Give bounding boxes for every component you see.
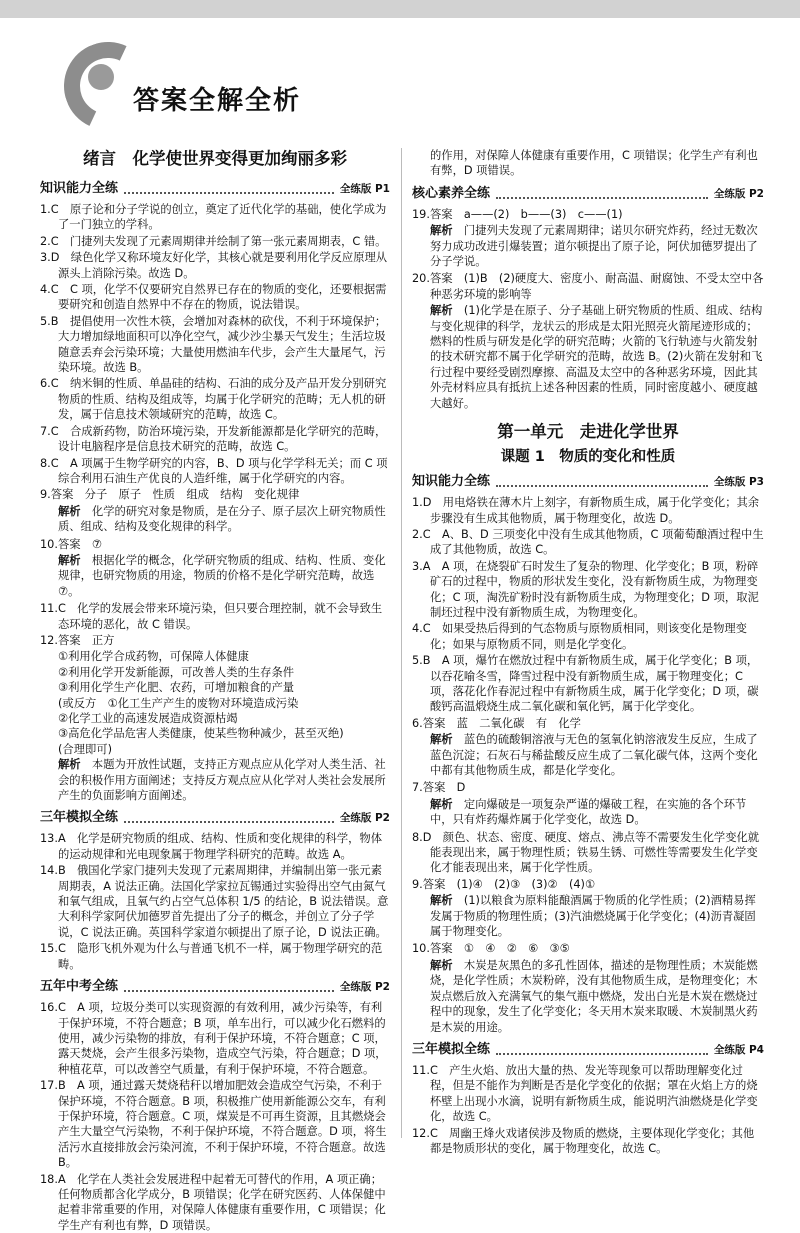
- analysis-label: 解析: [430, 958, 453, 972]
- answer-line: ③高危化学品危害人类健康，使某些物种减少，甚至灭绝): [58, 727, 344, 741]
- continued-text: 的作用，对保障人体健康有重要作用，C 项错误；化学生产有利也有弊，D 项错误。: [430, 149, 758, 178]
- analysis-body: 本题为开放性试题，支持正方观点应从化学对人类生活、社会的积极作用方面阐述；支持反方观点应从化学对人类社会发展所产生的负面影响方面阐述。: [58, 758, 386, 803]
- answer-item: 6.C 纳米铜的性质、单晶硅的结构、石油的成分及产品开发分别研究物质的性质、结构及组成等，均属于化学研究的范畴；无人机的研发，属于信息技术领域研究的范畴，故选 C。: [40, 377, 387, 422]
- section-title: 知识能力全练: [40, 181, 119, 196]
- dotted-leader: [124, 184, 334, 194]
- analysis-label: 解析: [430, 304, 453, 318]
- answer-item: 4.C 如果受热后得到的气态物质与原物质相同，则该变化是物理变化；如果与原物质不同，则是化学变化。: [412, 622, 747, 651]
- analysis-label: 解析: [430, 733, 453, 747]
- answer-item: 11.C 化学的发展会带来环境污染，但只要合理控制，就不会导致生态环境的恶化，故 C 错误。: [40, 602, 383, 631]
- analysis-text: [40, 757, 390, 803]
- lesson-title: 课题 1 物质的变化和性质: [500, 449, 676, 466]
- section-header: [40, 180, 390, 198]
- page-title: 答案全解全析: [133, 86, 302, 116]
- analysis-body: 蓝色的硫酸铜溶液与无色的氢氧化钠溶液发生反应，生成了蓝色沉淀；石灰石与稀盐酸反应生成了二氧化碳气体，这两个变化中都有其他物质生成，都是化学变化。: [430, 733, 758, 777]
- analysis-text: [40, 504, 390, 535]
- answer-item: 1.D 用电烙铁在薄木片上刻字，有新物质生成，属于化学变化；其余步骤没有生成其他物质，属于物理变化，故选 D。: [412, 496, 760, 525]
- analysis-body: (1)化学是在原子、分子基础上研究物质的性质、组成、结构与变化规律的科学，龙状云的形成是太阳光照亮火箭尾迹形成的；燃料的性质与研发是化学的研究范畴；火箭的飞行轨迹与火箭发射的技术研究都不属于化学研究的范畴，故选 B。(2)火箭在发射和飞行过程中要经受剧烈摩擦、高温及太空中的各种恶劣环境，因此其外壳材料应具有抵抗上述各种因素的性质，同时密度越小、硬度越大越好。: [430, 304, 763, 410]
- unit-title: 第一单元 走进化学世界: [497, 422, 679, 442]
- analysis-text: [412, 958, 764, 1035]
- analysis-label: 解析: [58, 553, 81, 567]
- answer-item: 16.C A 项，垃圾分类可以实现资源的有效利用，减少污染等，有利于保护环境，不符合题意；B 项，单车出行，可以减少化石燃料的使用，减少污染物的排放，有利于保护环境，不符合题意；C 项，露天焚烧，会产生很多污染物，造成空气污染，符合题意；D 项，种植花草，可以改善空气质量，有利于保护环境，不符合题意。: [40, 1001, 387, 1076]
- answer-item: 3.A A 项，在烧裂矿石时发生了复杂的物理、化学变化；B 项，粉碎矿石的过程中，物质的形状发生变化，没有新物质生成，为物理变化；C 项，淘洗矿粉时没有新物质生成，为物理变化；D 项，取泥制坯过程中没有新物质生成，为物理变化。: [412, 559, 759, 619]
- answer-item: 5.B A 项，爆竹在燃放过程中有新物质生成，属于化学变化；B 项，以吞花喻冬雪，降雪过程中没有新物质生成，属于物理变化；C 项，落花化作春泥过程中有新物质生成，属于化学变化；D 项，碳酸钙高温煅烧生成二氧化碳和氧化钙，属于化学变化。: [412, 654, 759, 714]
- section-title: 三年模拟全练: [40, 810, 119, 826]
- section-page: 全练版 P2: [339, 812, 390, 825]
- answer-item: 20.答案 (1)B (2)硬度大、密度小、耐高温、耐腐蚀、不受太空中各种恶劣环境的影响等: [412, 272, 764, 301]
- analysis-body: 化学的研究对象是物质，是在分子、原子层次上研究物质性质、组成、结构及变化规律的科学。: [58, 504, 386, 534]
- analysis-body: (1)以粮食为原料能酿酒属于物质的化学性质；(2)酒精易挥发属于物质的物理性质；(3)汽油燃烧属于化学变化；(4)沥青凝固属于物理变化。: [430, 894, 756, 939]
- analysis-label: 解析: [58, 758, 81, 772]
- analysis-body: 根据化学的概念，化学研究物质的组成、结构、性质、变化规律，也研究物质的用途，物质的价格不是化学研究范畴，故选⑦。: [58, 553, 386, 598]
- answer-item: 8.C A 项属于生物学研究的内容，B、D 项与化学学科无关；而 C 项综合利用石油生产优良的人造纤维，属于化学研究的内容。: [40, 456, 388, 485]
- column-divider: [401, 148, 402, 1138]
- section-header: [412, 185, 764, 203]
- answer-item: 13.A 化学是研究物质的组成、结构、性质和变化规律的科学，物体的运动规律和光电现象属于物理学科研究的范畴。故选 A。: [40, 832, 383, 861]
- section-header: [40, 809, 390, 827]
- answer-item: 8.D 颜色、状态、密度、硬度、熔点、沸点等不需要发生化学变化就能表现出来，属于物理性质；铁易生锈、可燃性等需要发生化学变化才能表现出来，属于化学性质。: [412, 830, 760, 875]
- analysis-label: 解析: [58, 504, 81, 518]
- section-title: 知识能力全练: [412, 474, 491, 490]
- analysis-label: 解析: [430, 224, 453, 238]
- answer-item: 6.答案 蓝 二氧化碳 有 化学: [412, 716, 581, 730]
- section-page: 全练版 P2: [339, 981, 390, 994]
- answer-line: ①利用化学合成药物，可保障人体健康: [58, 650, 249, 664]
- section-title: 核心素养全练: [412, 185, 491, 201]
- section-page: 全练版 P1: [339, 183, 390, 195]
- answer-item: 1.C 原子论和分子学说的创立，奠定了近代化学的基础，使化学成为了一门独立的学科。: [40, 203, 387, 232]
- answer-item: 9.答案 分子 原子 性质 组成 结构 变化规律: [40, 488, 300, 502]
- dotted-leader: [496, 1045, 708, 1055]
- answer-line: ②利用化学开发新能源，可改善人类的生存条件: [58, 665, 295, 679]
- section-page: 全练版 P3: [713, 476, 764, 489]
- analysis-text: [412, 303, 764, 411]
- answer-item: 7.C 合成新药物，防治环境污染，开发新能源都是化学研究的范畴，设计电脑程序是信息技术研究的范畴，故选 C。: [40, 424, 387, 454]
- left-column: [40, 148, 390, 1232]
- dotted-leader: [496, 189, 708, 199]
- answer-item: 19.答案 a——(2) b——(3) c——(1): [412, 207, 623, 221]
- answer-item: 4.C C 项，化学不仅要研究自然界已存在的物质的变化，还要根据需要研究和创造自然界中不存在的物质，说法错误。: [40, 283, 387, 312]
- section-page: 全练版 P4: [713, 1043, 764, 1056]
- answer-item: 12.答案 正方: [40, 633, 115, 647]
- answer-item: 5.B 提倡使用一次性木筷，会增加对森林的砍伐，不利于环境保护；大力增加绿地面积可以净化空气，减少沙尘暴天气发生；生活垃圾随意丢弃会污染环境；大量使用燃油车代步，会产生大量尾气，污染环境。故选 B。: [40, 314, 387, 375]
- answer-item: 10.答案 ⑦: [40, 537, 102, 551]
- section-header: [412, 1041, 764, 1059]
- answer-item: 15.C 隐形飞机外观为什么与普通飞机不一样，属于物理学研究的范畴。: [40, 942, 383, 971]
- section-header: [40, 978, 390, 996]
- answer-item: 10.答案 ① ④ ② ⑥ ③⑤: [412, 942, 570, 956]
- analysis-body: 定向爆破是一项复杂严谨的爆破工程，在实施的各个环节中，只有炸药爆炸属于化学变化，故选 D。: [430, 797, 747, 827]
- answer-line: ②化学工业的高速发展造成资源枯竭: [58, 712, 238, 725]
- analysis-body: 门捷列夫发现了元素周期律；诺贝尔研究炸药，经过无数次努力成功改进引爆装置；道尔顿提出了原子论，阿伏加德罗提出了分子学说。: [430, 224, 758, 269]
- answer-item: 7.答案 D: [412, 781, 466, 795]
- answer-line: ③利用化学生产化肥、农药，可增加粮食的产量: [58, 681, 295, 695]
- answer-item: 14.B 俄国化学家门捷列夫发现了元素周期律，并编制出第一张元素周期表，A 说法正确。法国化学家拉瓦锡通过实验得出空气由氮气和氧气组成，且氧气约占空气总体积 1/5 的结论，B 说法错误。意大利科学家阿伏加德罗首先提出了分子的概念，并创立了分子学说，C 说法正确。英国科学家道尔顿提出了原子论，D 说法正确。: [40, 864, 389, 939]
- answer-item: 2.C 门捷列夫发现了元素周期律并绘制了第一张元素周期表，C 错。: [40, 234, 387, 248]
- answer-item: 11.C 产生火焰、放出大量的热、发光等现象可以帮助理解变化过程，但是不能作为判断是否是化学变化的依据；罩在火焰上方的烧杯壁上出现小水滴，说明有新物质生成，能说明汽油燃烧是化学变化，故选 C。: [412, 1063, 758, 1124]
- chapter-title: 绪言 化学使世界变得更加绚丽多彩: [83, 149, 347, 168]
- answer-item: 9.答案 (1)④ (2)③ (3)② (4)①: [412, 877, 596, 891]
- answer-item: 12.C 周幽王烽火戏诸侯涉及物质的燃烧，主要体现化学变化；其他都是物质形状的变化，属于物理变化，故选 C。: [412, 1126, 755, 1155]
- analysis-text: [412, 797, 764, 828]
- dotted-leader: [496, 477, 708, 487]
- analysis-label: 解析: [430, 894, 453, 908]
- analysis-text: [412, 223, 764, 269]
- right-column: [412, 148, 764, 1155]
- answer-item: 2.C A、B、D 三项变化中没有生成其他物质，C 项葡萄酿酒过程中生成了其他物质，故选 C。: [412, 527, 764, 557]
- analysis-label: 解析: [430, 797, 453, 811]
- section-header: [412, 473, 764, 491]
- answer-item: 3.D 绿色化学又称环境友好化学，其核心就是要利用化学反应原理从源头上消除污染。故选 D。: [40, 251, 388, 280]
- analysis-text: [40, 553, 390, 599]
- dotted-leader: [124, 982, 334, 992]
- analysis-body: 木炭是灰黑色的多孔性固体，描述的是物理性质；木炭能燃烧，是化学性质；木炭粉碎，没有其他物质生成，是物理变化；木炭点燃后放入充满氧气的集气瓶中燃烧，发出白光是木炭在燃烧过程中的现象，发生了化学变化；冬天用木炭来取暖、木炭制黑火药是木炭的用途。: [430, 958, 758, 1034]
- answer-line: (合理即可): [58, 742, 113, 756]
- section-title: 五年中考全练: [40, 979, 119, 995]
- header-logo-dot-icon: [88, 64, 114, 90]
- section-title: 三年模拟全练: [412, 1041, 491, 1057]
- answer-item: 17.B A 项，通过露天焚烧秸秆以增加肥效会造成空气污染，不利于保护环境，不符合题意。B 项，积极推广使用新能源公交车，有利于保护环境，符合题意。C 项，煤炭是不可再生资源，且其燃烧会产生大量空气污染物，不利于保护环境，不符合题意。D 项，将生活污水直接排放会污染河流，不利于保护环境，不符合题意。故选 B。: [40, 1079, 387, 1170]
- analysis-text: [412, 732, 764, 778]
- section-page: 全练版 P2: [713, 187, 764, 200]
- analysis-text: [412, 893, 764, 939]
- dotted-leader: [124, 813, 334, 823]
- answer-line: (或反方 ①化工生产产生的废物对环境造成污染: [58, 696, 299, 710]
- answer-item: 18.A 化学在人类社会发展进程中起着无可替代的作用，A 项正确；任何物质都含化学成分，B 项错误；化学在研究医药、人体保健中起着非常重要的作用，对保障人体健康有重要作用，C 项错误；化学生产有利也有弊，D 项错误。: [40, 1172, 386, 1232]
